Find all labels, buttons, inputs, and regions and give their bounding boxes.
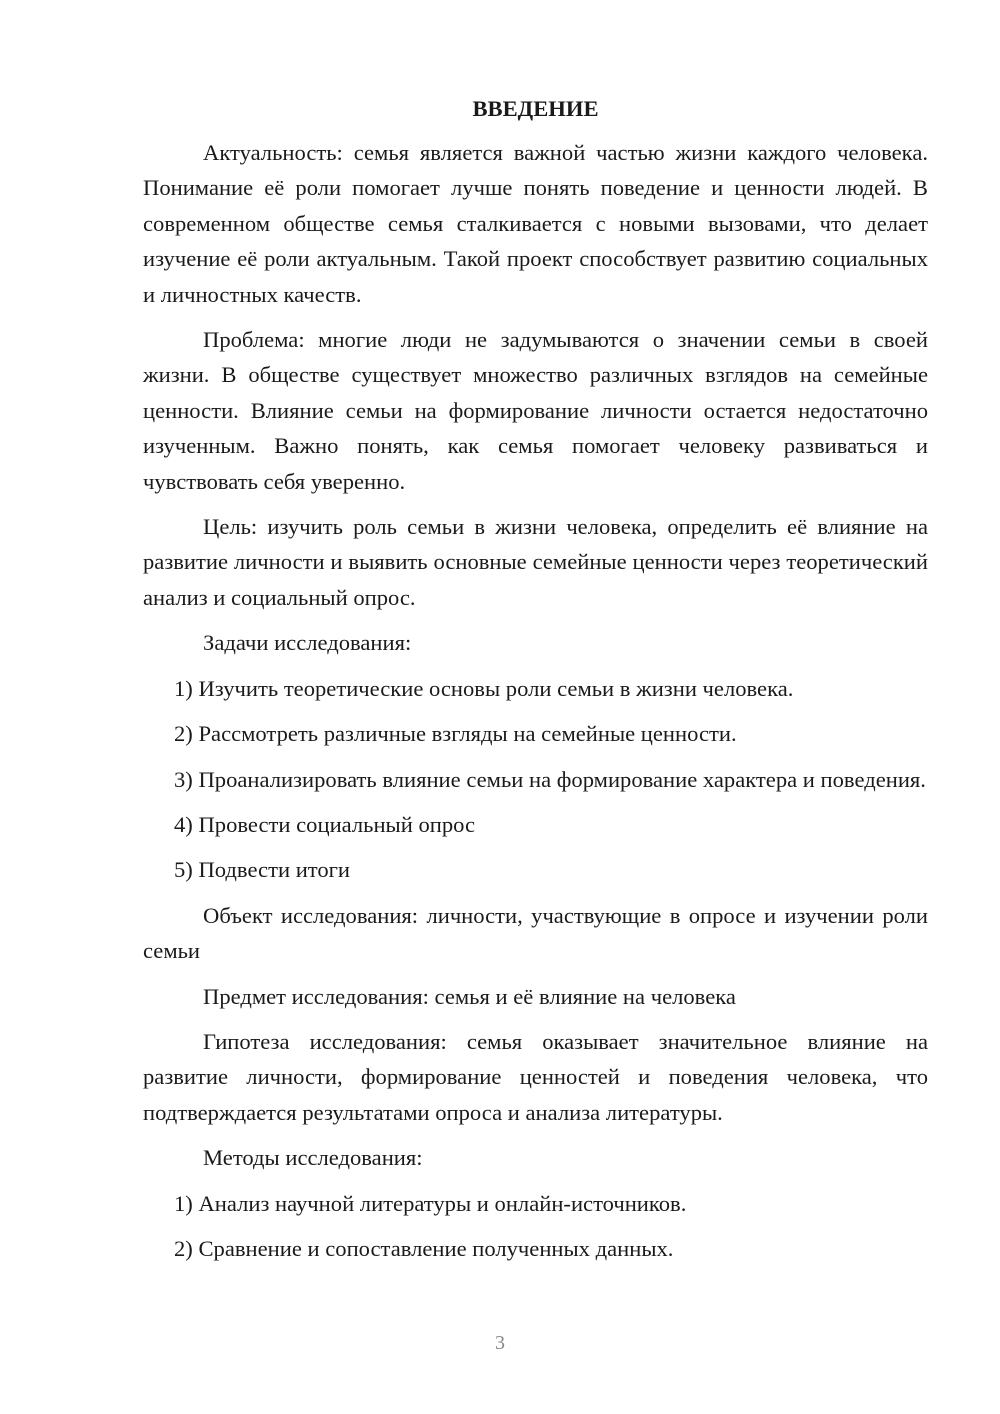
task-item-3: 3) Проанализировать влияние семьи на формирование характера и поведения. [174,766,926,792]
page-title: ВВЕДЕНИЕ [472,96,599,121]
paragraph-goal: Цель: изучить роль семьи в жизни человека, определить её влияние на развитие личности и выявить основные семейные ценности через теоретический анализ и социальный опрос. [143,514,928,610]
paragraph-subject: Предмет исследования: семья и её влияние на человека [203,983,736,1009]
method-item-1: 1) Анализ научной литературы и онлайн-источников. [174,1190,687,1216]
task-item-4: 4) Провести социальный опрос [174,811,476,837]
task-item-5: 5) Подвести итоги [174,857,351,883]
task-item-1: 1) Изучить теоретические основы роли семьи в жизни человека. [174,675,794,701]
paragraph-problem: Проблема: многие люди не задумываются о значении семьи в своей жизни. В обществе существует множество различных взглядов на семейные ценности. Влияние семьи на формирование личности остается недостаточно изученным. Важно понять, как семья помогает человеку развиваться и чувствовать себя уверенно. [143,327,928,494]
paragraph-object: Объект исследования: личности, участвующие в опросе и изучении роли семьи [143,902,928,964]
paragraph-relevance: Актуальность: семья является важной частью жизни каждого человека. Понимание её роли помогает лучше понять поведение и ценности людей. В современном обществе семья сталкивается с новыми вызовами, что делает изучение её роли актуальным. Такой проект способствует развитию социальных и личностных качеств. [143,140,928,307]
method-item-2: 2) Сравнение и сопоставление полученных данных. [174,1235,674,1261]
methods-title: Методы исследования: [203,1145,423,1171]
page-content [143,94,928,1276]
page-number: 3 [495,1332,505,1354]
paragraph-hypothesis: Гипотеза исследования: семья оказывает значительное влияние на развитие личности, формирование ценностей и поведения человека, что подтверждается результатами опроса и анализа литературы. [143,1028,928,1125]
tasks-title: Задачи исследования: [203,630,412,656]
task-item-2: 2) Рассмотреть различные взгляды на семейные ценности. [174,721,737,747]
